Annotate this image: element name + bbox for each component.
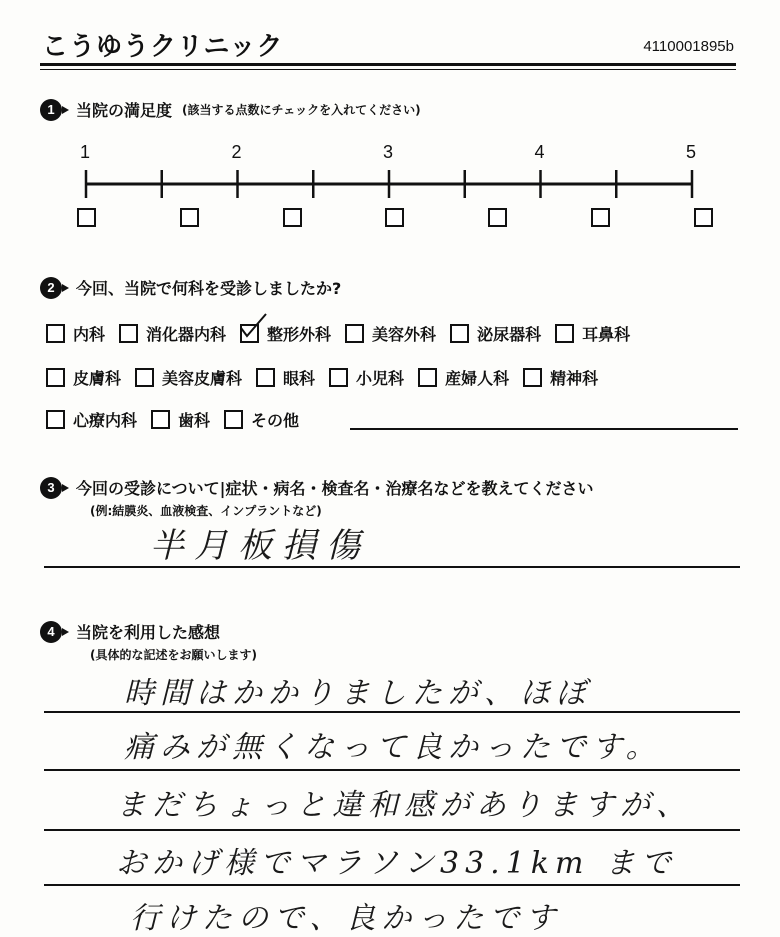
- department-checkbox[interactable]: [450, 324, 469, 343]
- q4-line-2[interactable]: 痛みが無くなって良かったです。: [124, 730, 662, 765]
- department-option[interactable]: [329, 366, 404, 389]
- score-checkbox[interactable]: [385, 208, 404, 227]
- department-checkbox[interactable]: [256, 368, 275, 387]
- department-option[interactable]: [151, 408, 210, 431]
- q1-number-badge: 1: [40, 99, 62, 121]
- department-option[interactable]: [450, 322, 541, 345]
- q4-subtitle: (具体的な記述をお願いします): [90, 648, 257, 662]
- department-label: その他: [251, 411, 300, 430]
- q3-answer[interactable]: 半月板損傷: [150, 526, 370, 566]
- q2-title: 今回、当院で何科を受診しましたか?: [76, 279, 342, 298]
- department-option[interactable]: [256, 366, 315, 389]
- department-checkbox[interactable]: [418, 368, 437, 387]
- department-option[interactable]: [224, 408, 299, 431]
- department-checkbox[interactable]: [135, 368, 154, 387]
- dept-row-1: [46, 322, 644, 345]
- score-checkbox[interactable]: [488, 208, 507, 227]
- department-label: 美容外科: [372, 325, 437, 344]
- department-option[interactable]: [135, 366, 242, 389]
- q2-heading: [40, 276, 341, 299]
- department-option[interactable]: [119, 322, 226, 345]
- department-checkbox[interactable]: [46, 324, 65, 343]
- q4-rule-2: [44, 769, 740, 771]
- department-label: 心療内科: [73, 411, 138, 430]
- score-checkbox[interactable]: [180, 208, 199, 227]
- department-label: 産婦人科: [445, 369, 510, 388]
- department-label: 内科: [73, 325, 106, 344]
- department-label: 整形外科: [267, 325, 332, 344]
- q4-number-badge: 4: [40, 621, 62, 643]
- department-label: 小児科: [356, 369, 405, 388]
- q3-number-badge: 3: [40, 477, 62, 499]
- q4-line-3[interactable]: まだちょっと違和感がありますが、: [116, 788, 692, 823]
- q3-title: 今回の受診について|症状・病名・検査名・治療名などを教えてください: [76, 479, 594, 498]
- department-checkbox[interactable]: [555, 324, 574, 343]
- department-option[interactable]: [555, 322, 630, 345]
- department-option[interactable]: [46, 366, 121, 389]
- scale-label: 5: [686, 142, 697, 162]
- scale-label: 3: [383, 142, 394, 162]
- check-mark-icon: [240, 314, 270, 340]
- other-fill-line: [350, 428, 738, 430]
- department-checkbox[interactable]: [523, 368, 542, 387]
- department-label: 歯科: [178, 411, 211, 430]
- q3-heading: [40, 476, 594, 499]
- q4-line-4[interactable]: おかげ様でマラソン33.1km まで: [116, 846, 677, 881]
- score-checkbox[interactable]: [77, 208, 96, 227]
- scale-label: 2: [231, 142, 242, 162]
- department-label: 皮膚科: [73, 369, 122, 388]
- q4-rule-1: [44, 711, 740, 713]
- scale-label: 1: [80, 142, 91, 162]
- dept-row-3: [46, 408, 313, 431]
- q4-line-1[interactable]: 時間はかかりましたが、ほぼ: [124, 676, 592, 711]
- department-option[interactable]: [418, 366, 509, 389]
- dept-row-2: [46, 366, 612, 389]
- department-label: 消化器内科: [146, 325, 227, 344]
- department-option[interactable]: [240, 322, 331, 345]
- department-label: 精神科: [550, 369, 599, 388]
- scale-label: 4: [534, 142, 545, 162]
- q4-title: 当院を利用した感想: [76, 623, 221, 642]
- department-checkbox[interactable]: [46, 410, 65, 429]
- score-checkbox[interactable]: [591, 208, 610, 227]
- department-label: 泌尿器科: [477, 325, 542, 344]
- department-checkbox[interactable]: [240, 324, 259, 343]
- score-checkbox[interactable]: [283, 208, 302, 227]
- department-checkbox[interactable]: [329, 368, 348, 387]
- department-checkbox[interactable]: [46, 368, 65, 387]
- q3-example: (例:結膜炎、血液検査、インプラントなど): [90, 504, 322, 518]
- department-label: 眼科: [283, 369, 316, 388]
- q4-heading: [40, 620, 220, 643]
- department-checkbox[interactable]: [345, 324, 364, 343]
- department-option[interactable]: [46, 322, 105, 345]
- q4-line-5[interactable]: 行けたので、良かったです: [130, 901, 562, 936]
- q1-note: (該当する点数にチェックを入れてください): [182, 103, 421, 117]
- q4-rule-3: [44, 829, 740, 831]
- clinic-name: こうゆうクリニック: [42, 32, 284, 62]
- department-option[interactable]: [46, 408, 137, 431]
- q2-number-badge: 2: [40, 277, 62, 299]
- department-label: 美容皮膚科: [162, 369, 243, 388]
- department-option[interactable]: [345, 322, 436, 345]
- department-checkbox[interactable]: [151, 410, 170, 429]
- department-checkbox[interactable]: [119, 324, 138, 343]
- department-label: 耳鼻科: [582, 325, 631, 344]
- document-id: 4110001895b: [643, 38, 734, 55]
- q1-title: 当院の満足度: [76, 101, 173, 120]
- department-checkbox[interactable]: [224, 410, 243, 429]
- q3-answer-line: [44, 566, 740, 568]
- q4-rule-4: [44, 884, 740, 886]
- score-checkbox[interactable]: [694, 208, 713, 227]
- department-option[interactable]: [523, 366, 598, 389]
